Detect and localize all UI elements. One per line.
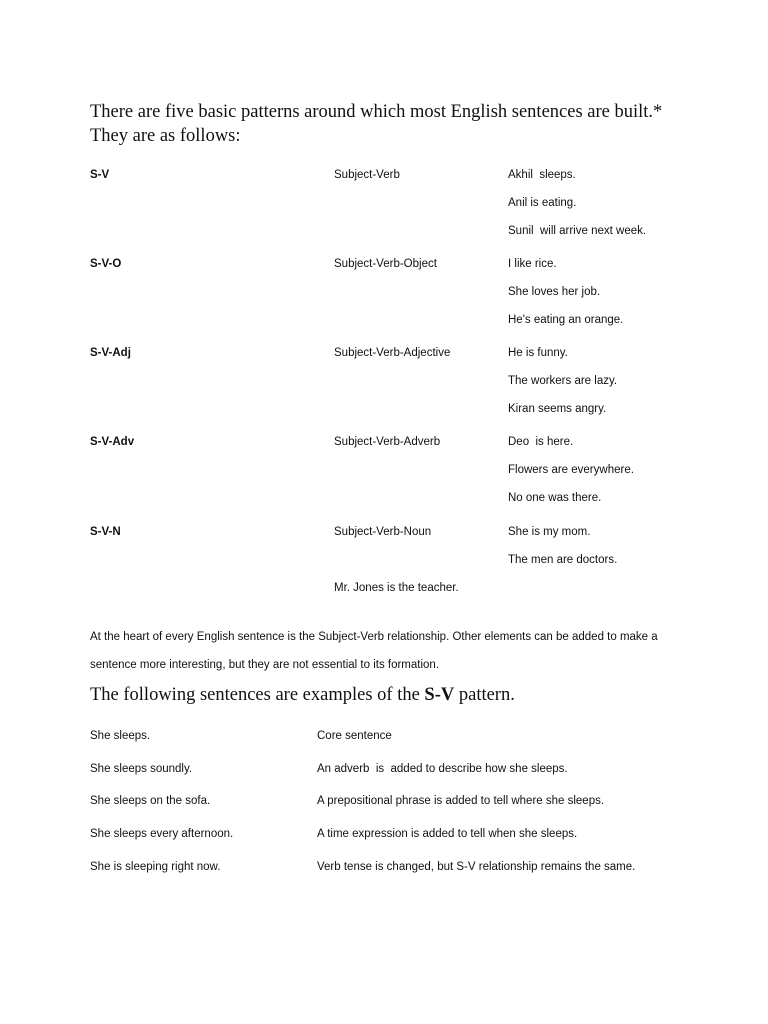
pattern-example: The men are doctors. <box>508 554 618 566</box>
intro-line-1: There are five basic patterns around which most English sentences are built.* <box>90 102 663 122</box>
pattern-example: She is my mom. <box>508 526 591 538</box>
pattern-example: Sunil will arrive next week. <box>508 225 647 237</box>
pattern-example: He is funny. <box>508 347 568 359</box>
pattern-example: He's eating an orange. <box>508 314 624 326</box>
sv-example-note: An adverb is added to describe how she sleeps. <box>317 763 568 775</box>
sv-example-sentence: She sleeps soundly. <box>90 763 193 775</box>
pattern-example: Deo is here. <box>508 436 574 448</box>
pattern-code: S-V-O <box>90 258 122 270</box>
pattern-example: She loves her job. <box>508 286 601 298</box>
pattern-name: Subject-Verb-Adjective <box>334 347 451 359</box>
pattern-name: Subject-Verb-Adverb <box>334 436 441 448</box>
heading-text-after: pattern. <box>454 685 515 705</box>
sv-example-sentence: She sleeps. <box>90 730 151 742</box>
heading-text-before: The following sentences are examples of the <box>90 685 425 705</box>
sv-example-sentence: She is sleeping right now. <box>90 861 221 873</box>
paragraph-line-2: sentence more interesting, but they are not essential to its formation. <box>90 659 440 671</box>
pattern-name: Subject-Verb-Object <box>334 258 437 270</box>
pattern-example: Flowers are everywhere. <box>508 464 634 476</box>
sv-example-note: A time expression is added to tell when she sleeps. <box>317 828 578 840</box>
sv-example-sentence: She sleeps every afternoon. <box>90 828 234 840</box>
pattern-example: Kiran seems angry. <box>508 403 607 415</box>
pattern-example: I like rice. <box>508 258 557 270</box>
pattern-example: The workers are lazy. <box>508 375 618 387</box>
heading-text-bold: S-V <box>424 685 455 705</box>
pattern-example: Akhil sleeps. <box>508 169 576 181</box>
sv-example-note: Core sentence <box>317 730 392 742</box>
sv-example-sentence: She sleeps on the sofa. <box>90 795 211 807</box>
pattern-name: Subject-Verb <box>334 169 400 181</box>
pattern-code: S-V <box>90 169 110 181</box>
pattern-example: No one was there. <box>508 492 602 504</box>
pattern-code: S-V-Adj <box>90 347 131 359</box>
pattern-example: Anil is eating. <box>508 197 577 209</box>
pattern-example-stray: Mr. Jones is the teacher. <box>334 582 459 594</box>
sv-example-note: A prepositional phrase is added to tell where she sleeps. <box>317 795 605 807</box>
pattern-code: S-V-Adv <box>90 436 135 448</box>
sv-section-heading <box>90 685 515 706</box>
paragraph-line-1: At the heart of every English sentence is the Subject-Verb relationship. Other elements can be added to make a <box>90 631 658 643</box>
sv-example-note: Verb tense is changed, but S-V relationship remains the same. <box>317 861 636 873</box>
intro-line-2: They are as follows: <box>90 126 241 146</box>
intro-text <box>90 100 730 148</box>
pattern-name: Subject-Verb-Noun <box>334 526 432 538</box>
pattern-code: S-V-N <box>90 526 121 538</box>
